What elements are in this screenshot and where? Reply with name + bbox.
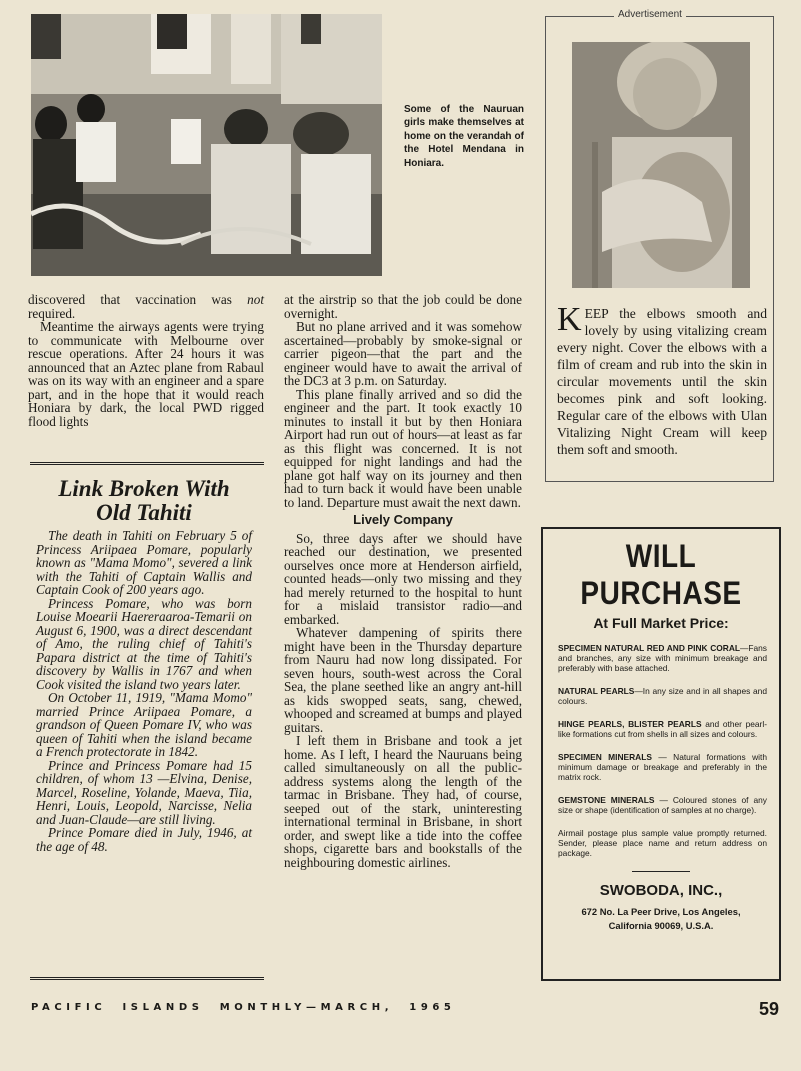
paragraph: The death in Tahiti on February 5 of Princess Ariipaea Pomare, popularly known as "Mama Momo", severed a link with the Tahiti of Captain Wallis and Captain Cook of 200 years ago.	[36, 528, 252, 597]
paragraph: On October 11, 1919, "Mama Momo" married Prince Ariipaea Pomare, a grandson of Queen Pomare IV, who was queen of Tahiti when the island became a French protectorate in 1842.	[36, 690, 252, 759]
paragraph: Meantime the airways agents were trying to communicate with Melbourne over rescue operations. After 24 hours it was announced that an Aztec plane from Rabaul was on its way with an engineer and a spare part, and in the hope that it would reach Honiara by dark, the local PWD rigged flood lights	[28, 319, 264, 429]
sidebar-top-rule	[30, 462, 264, 465]
advertisement-label: Advertisement	[614, 9, 686, 20]
paragraph: Princess Pomare, who was born Louise Moearii Haereraaroa-Temarii on August 6, 1900, was a direct descendant of Amo, the ruling chief of Tahiti's Papara district at the time of Tahiti's discovery by Wallis in 1767 and when Cook visited the island two years later.	[36, 595, 252, 692]
photo-caption: Some of the Nauruan girls make themselves at home on the verandah of the Hotel Mendana in Honiara.	[404, 104, 524, 169]
subheading-lively-company: Lively Company	[353, 512, 453, 527]
purchase-item-text: and other pearl-like formations cut from shells in all sizes and colours.	[558, 719, 767, 739]
advertisement-text	[557, 301, 767, 458]
paragraph: Whatever dampening of spirits there might have been in the Thursday departure from Nauru had now long dissipated. For seven hours, south-west across the Coral Sea, the plane seethed like an angry ant-hill as kids swopped seats, sang, chewed, whooped and screamed at bumps and played guitars.	[284, 625, 522, 735]
purchase-item	[558, 795, 767, 815]
sidebar-title-line-1: Link Broken With	[58, 476, 230, 501]
sidebar-body	[36, 529, 252, 853]
paragraph: Prince and Princess Pomare had 15 children, of whom 13 —Elvina, Denise, Marcel, Roseline, Yolande, Maeva, Tiia, Henri, Louis, Leopold, Narcisse, Nelia and Juan-Claude—are still living.	[36, 757, 252, 827]
will-purchase-box	[541, 527, 781, 981]
column-2-text	[284, 293, 522, 869]
paragraph: at the airstrip so that the job could be done overnight.	[284, 292, 522, 321]
purchase-item-head: SPECIMEN NATURAL RED AND PINK CORAL	[558, 643, 740, 653]
page-number: 59	[759, 999, 780, 1019]
column-1-text	[28, 293, 264, 428]
sidebar-bottom-rule	[30, 977, 264, 980]
advertisement-dropcap: K	[557, 301, 582, 338]
will-purchase-title: WILL PURCHASE	[580, 538, 742, 611]
purchase-list	[543, 643, 779, 858]
sidebar-article	[36, 477, 252, 853]
purchase-item-text: —In any size and in all shapes and colours.	[558, 686, 767, 706]
paragraph: I left them in Brisbane and took a jet home. As I left, I heard the Nauruans being called simultaneously on all the public-address systems along the length of the tarmac in Brisbane. They had, of course, seeped out of the stark, uninteresting international terminal in Brisbane, in short order, and swept like a tide into the coffee shops, cigarette bars and bookstalls of the neighbouring domestic airlines.	[284, 733, 522, 870]
advertisement-photo	[572, 42, 750, 288]
purchase-item	[558, 719, 767, 739]
verandah-photo	[31, 14, 382, 276]
paragraph: This plane finally arrived and so did the engineer and the part. It took exactly 10 minutes to install it but by then Honiara Airport had run out of hours—at least as far as this flight was concerned. It is not equipped for night landings and had the plane got half way on its journey and then had to turn back it would have been unable to land. Departure must await the next dawn.	[284, 386, 522, 510]
advertisement-copy: EEP the elbows smooth and lovely by using vitalizing cream every night. Cover the elbows with a film of cream and rub into the skin in circular movements until the skin becomes pink and soft looking. Regular care of the elbows with Ulan Vitalizing Night Cream will keep them soft and smooth.	[557, 306, 767, 457]
purchase-item-head: HINGE PEARLS, BLISTER PEARLS	[558, 719, 702, 729]
purchase-item-text: —Fans and branches, any size with minimum breakage and preferably with base attached.	[558, 643, 767, 673]
purchase-item	[558, 686, 767, 706]
purchase-item-text: — Natural formations with minimum damage or breakage and preferably in the matrix rock.	[558, 752, 767, 782]
address-line-2: California 90069, U.S.A.	[608, 920, 714, 931]
paragraph: But no plane arrived and it was somehow ascertained—probably by smoke-signal or carrier pigeon—that the part and the engineer would have to await the arrival of the DC3 at 3 p.m. on Saturday.	[284, 319, 522, 388]
advertisement-box	[545, 16, 774, 482]
purchase-item-head: GEMSTONE MINERALS	[558, 795, 655, 805]
purchase-item-text: — Coloured stones of any size or shape (identification of samples at no charge).	[558, 795, 767, 815]
purchase-note: Airmail postage plus sample value promptly returned. Sender, please place name and return address on package.	[558, 828, 767, 858]
sidebar-title-line-2: Old Tahiti	[96, 500, 192, 525]
address-line-1: 672 No. La Peer Drive, Los Angeles,	[581, 906, 741, 917]
company-address	[543, 905, 779, 933]
purchase-item-head: SPECIMEN MINERALS	[558, 752, 652, 762]
sidebar-title	[36, 477, 252, 525]
purchase-item-head: NATURAL PEARLS	[558, 686, 635, 696]
purchase-item	[558, 643, 767, 673]
paragraph: Prince Pomare died in July, 1946, at the age of 48.	[36, 825, 252, 854]
paragraph: So, three days after we should have reached our destination, we presented ourselves once more at Henderson airfield, counted heads—only two missing and they had merely returned to the hospital to hunt for a mislaid transistor radio—and embarked.	[284, 530, 522, 627]
running-footer: PACIFIC ISLANDS MONTHLY—MARCH, 1965	[31, 1002, 456, 1013]
will-purchase-subtitle: At Full Market Price:	[593, 615, 729, 631]
company-name: SWOBODA, INC.,	[599, 882, 723, 899]
paragraph: discovered that vaccination was not required.	[28, 292, 264, 321]
purchase-item	[558, 752, 767, 782]
purchase-divider	[632, 871, 690, 872]
